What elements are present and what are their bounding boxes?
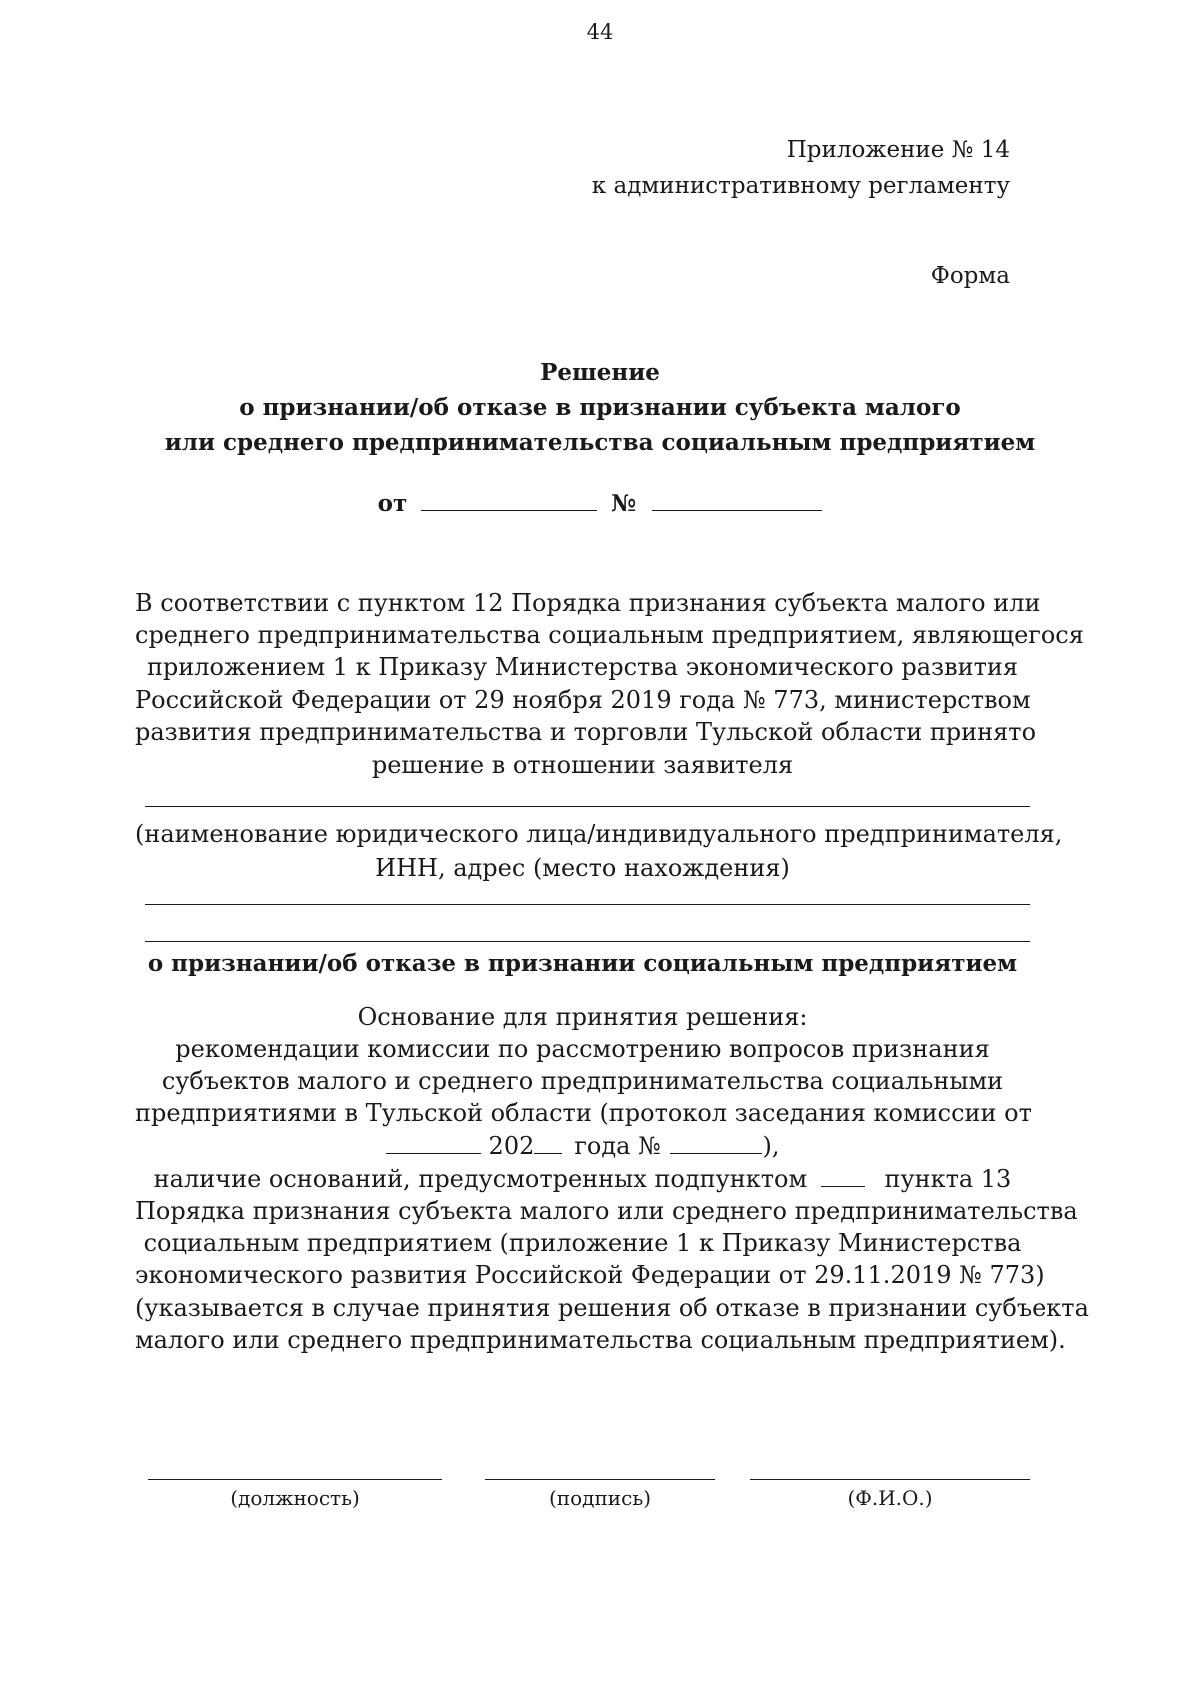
basis-line: субъектов малого и среднего предпринимательства социальными [161,1067,1004,1095]
protocol-date-line [135,1130,1030,1162]
date-blank [421,488,597,511]
date-number-line [0,488,1200,517]
intro-line: Российской Федерации от 29 ноября 2019 года № 773, министерством [135,686,1031,714]
applicant-caption-line-1: (наименование юридического лица/индивидуального предпринимателя, [135,820,1063,848]
grounds-line: Порядка признания субъекта малого или среднего предпринимательства [135,1197,1078,1225]
applicant-fill-line [145,941,1030,942]
applicant-fill-line [145,904,1030,905]
basis-heading: Основание для принятия решения: [357,1003,808,1031]
basis-line: рекомендации комиссии по рассмотрению вопросов признания [175,1035,990,1063]
name-signature-line [750,1479,1030,1480]
grounds-suffix: пункта 13 [884,1165,1012,1193]
number-blank [652,488,822,511]
grounds-line: экономического развития Российской Федерации от 29.11.2019 № 773) [135,1261,1045,1289]
applicant-caption-line-2: ИНН, адрес (место нахождения) [375,854,790,882]
intro-line: приложением 1 к Приказу Министерства экономического развития [146,653,1019,681]
intro-line: В соответствии с пунктом 12 Порядка признания субъекта малого или [135,589,1041,617]
annex-number: Приложение № 14 [786,137,1010,163]
protocol-number-blank [670,1131,762,1154]
protocol-year: 202 [488,1132,535,1160]
annex-reference: к административному регламенту [591,173,1010,199]
intro-line: решение в отношении заявителя [371,751,794,779]
document-title: Решение [540,359,660,386]
basis-line: предприятиями в Тульской области (протокол заседания комиссии от [135,1099,1032,1127]
protocol-year-blank [534,1131,562,1154]
signature-caption: (подпись) [548,1486,652,1510]
position-signature-line [148,1479,442,1480]
subparagraph-blank [821,1164,865,1187]
protocol-close: ), [762,1132,780,1160]
applicant-fill-line [145,806,1030,807]
from-label: от [377,490,408,517]
intro-line: среднего предпринимательства социальным предприятием, являющегося [135,621,1084,649]
grounds-line: (указывается в случае принятия решения об отказе в признании субъекта [135,1294,1089,1322]
grounds-line: малого или среднего предпринимательства социальным предприятием). [135,1326,1066,1354]
grounds-line [135,1163,1030,1195]
signature-line [485,1479,715,1480]
name-caption: (Ф.И.О.) [847,1486,933,1510]
grounds-prefix: наличие оснований, предусмотренных подпунктом [153,1165,808,1193]
grounds-line: социальным предприятием (приложение 1 к Приказу Министерства [143,1229,1022,1257]
number-label: № [611,490,637,517]
intro-line: развития предпринимательства и торговли Тульской области принято [135,718,1037,746]
decision-line: о признании/об отказе в признании социальным предприятием [147,950,1018,977]
protocol-year-suffix: года № [574,1132,661,1160]
position-caption: (должность) [230,1486,360,1510]
document-subtitle-line-2: или среднего предпринимательства социальным предприятием [164,429,1036,456]
document-subtitle-line-1: о признании/об отказе в признании субъекта малого [239,394,961,421]
page-number: 44 [586,20,614,44]
protocol-day-blank [386,1131,481,1154]
form-label: Форма [930,263,1010,289]
